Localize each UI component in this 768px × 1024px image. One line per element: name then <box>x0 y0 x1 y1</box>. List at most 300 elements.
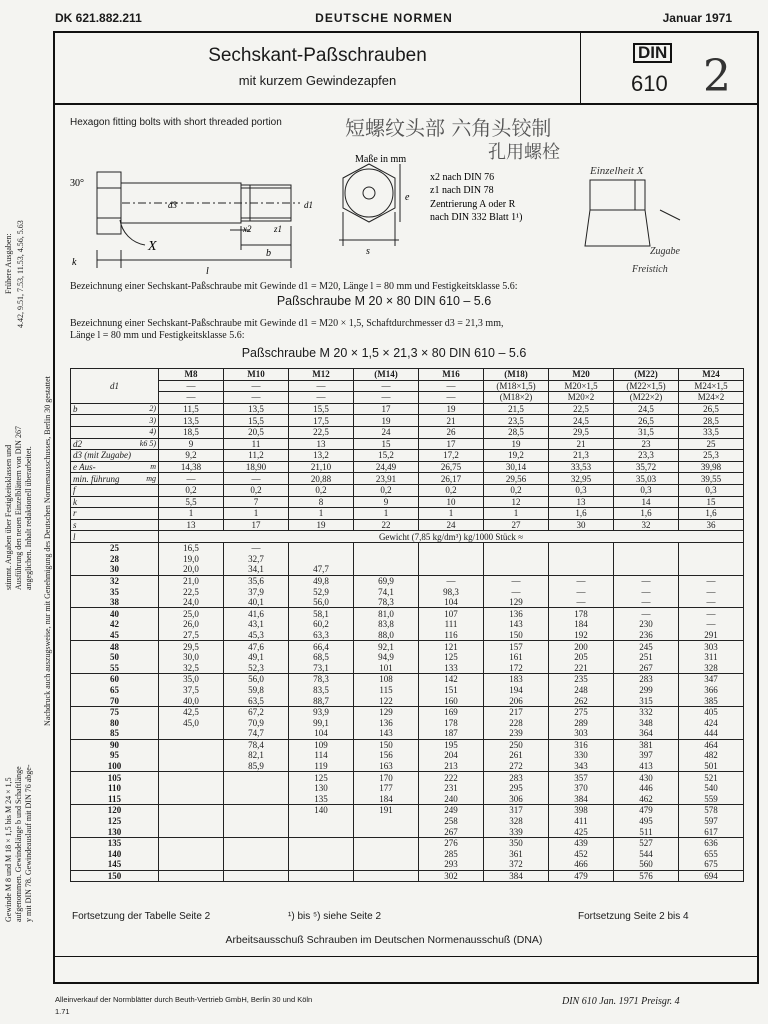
weight-cell: 178 <box>419 717 484 728</box>
handwritten-page-number: 2 <box>703 51 731 102</box>
weight-cell: 245 <box>614 641 679 652</box>
weight-cell <box>354 859 419 870</box>
weight-cell: 357 <box>549 772 614 783</box>
weight-cell: 187 <box>419 728 484 739</box>
row-label <box>71 438 159 450</box>
date-code: 1.71 <box>55 1007 70 1016</box>
weight-cell: 20,0 <box>159 564 224 575</box>
weight-cell: 544 <box>614 849 679 860</box>
table-cell: 1 <box>419 508 484 520</box>
weight-cell: 116 <box>419 630 484 641</box>
table-row <box>71 519 744 531</box>
table-cell: 1 <box>159 508 224 520</box>
table-row <box>71 554 744 565</box>
table-cell: 23,3 <box>614 450 679 462</box>
weight-cell: 366 <box>679 685 744 696</box>
weight-cell <box>224 826 289 837</box>
table-row <box>71 619 744 630</box>
weight-cell: 444 <box>679 728 744 739</box>
length-value: 120 <box>71 805 159 816</box>
weight-cell: 213 <box>419 761 484 772</box>
table-cell: 26,5 <box>614 415 679 427</box>
gewicht-header: Gewicht (7,85 kg/dm³) kg/1000 Stück ≈ <box>159 531 744 543</box>
row-label-text: d3 (mit Zugabe) <box>73 450 131 461</box>
side-nachdruck: Nachdruck auch auszugsweise, nur mit Genehmigung des Deutschen Normenausschusses, Berlin 30 gestattet <box>43 376 52 726</box>
weight-cell: 315 <box>614 695 679 706</box>
weight-cell: 192 <box>549 630 614 641</box>
table-row <box>71 608 744 619</box>
weight-cell: 32,7 <box>224 554 289 565</box>
arbeitsausschuss: Arbeitsausschuß Schrauben im Deutschen Normenausschuß (DNA) <box>225 934 543 946</box>
weight-cell: 161 <box>484 652 549 663</box>
table-cell: 24,5 <box>549 415 614 427</box>
weight-cell <box>289 542 354 553</box>
table-cell: 21 <box>419 415 484 427</box>
table-cell: 15 <box>679 496 744 508</box>
weight-cell: 343 <box>549 761 614 772</box>
table-cell: 33,53 <box>549 461 614 473</box>
bezeichnung-2: Bezeichnung einer Sechskant-Paßschraube mit Gewinde d1 = M20 × 1,5, Schaftdurchmesser d3 = 21,3 mm, <box>70 318 504 329</box>
weight-cell: 578 <box>679 805 744 816</box>
weight-cell: 99,1 <box>289 717 354 728</box>
table-cell: 1 <box>484 508 549 520</box>
weight-cell: 133 <box>419 662 484 673</box>
weight-cell: 136 <box>484 608 549 619</box>
weight-cell: 285 <box>419 849 484 860</box>
weight-cell: 381 <box>614 739 679 750</box>
row-label <box>71 496 159 508</box>
weight-cell: 191 <box>354 805 419 816</box>
weight-cell: 114 <box>289 750 354 761</box>
weight-cell <box>159 739 224 750</box>
weight-cell <box>484 564 549 575</box>
row-label <box>71 508 159 520</box>
note-z1: z1 nach DIN 78 <box>430 185 494 196</box>
row-label-text: min. führung <box>73 473 120 484</box>
weight-cell: 142 <box>419 674 484 685</box>
weight-cell: 236 <box>614 630 679 641</box>
weight-cell: 479 <box>614 805 679 816</box>
english-title: Hexagon fitting bolts with short threaded portion <box>70 117 282 128</box>
weight-cell <box>289 826 354 837</box>
note-x2: x2 nach DIN 76 <box>430 172 495 183</box>
weight-cell: 172 <box>484 662 549 673</box>
bezeichnung-3: Länge l = 80 mm und Festigkeitsklasse 5.6: <box>70 330 245 341</box>
angle-label: 30° <box>70 178 84 189</box>
weight-cell: 560 <box>614 859 679 870</box>
weight-cell: 40,0 <box>159 695 224 706</box>
weight-cell <box>159 805 224 816</box>
weight-cell: 160 <box>419 695 484 706</box>
table-cell: 33,5 <box>679 426 744 438</box>
weight-cell: 248 <box>549 685 614 696</box>
weight-cell: — <box>679 597 744 608</box>
length-value: 70 <box>71 695 159 706</box>
weight-cell <box>159 826 224 837</box>
weight-cell: 299 <box>614 685 679 696</box>
weight-cell: 69,9 <box>354 575 419 586</box>
table-cell: 21,10 <box>289 461 354 473</box>
weight-cell: 540 <box>679 783 744 794</box>
weight-cell <box>289 816 354 827</box>
table-cell: 26 <box>419 426 484 438</box>
weight-cell: 194 <box>484 685 549 696</box>
dim-d1: d1 <box>304 200 313 210</box>
weight-cell: 104 <box>419 597 484 608</box>
table-cell: 11 <box>224 438 289 450</box>
weight-cell: 361 <box>484 849 549 860</box>
table-cell: 5,5 <box>159 496 224 508</box>
table-cell: 13,5 <box>159 415 224 427</box>
weight-cell <box>419 542 484 553</box>
weight-cell: 293 <box>419 859 484 870</box>
table-cell: 22 <box>354 519 419 531</box>
length-value: 40 <box>71 608 159 619</box>
table-cell: — <box>224 380 289 392</box>
table-row <box>71 805 744 816</box>
weight-cell: 35,0 <box>159 674 224 685</box>
weight-cell: 466 <box>549 859 614 870</box>
weight-cell: 249 <box>419 805 484 816</box>
table-row <box>71 564 744 575</box>
table-cell: — <box>224 473 289 485</box>
weight-cell: 52,3 <box>224 662 289 673</box>
weight-cell: 240 <box>419 794 484 805</box>
weight-cell <box>159 772 224 783</box>
weight-cell: 83,8 <box>354 619 419 630</box>
weight-cell: 559 <box>679 794 744 805</box>
table-cell: 21,3 <box>549 450 614 462</box>
footer-empty-band <box>55 956 757 985</box>
weight-cell: 56,0 <box>224 674 289 685</box>
table-row <box>71 438 744 450</box>
weight-cell <box>354 837 419 848</box>
weight-cell <box>159 761 224 772</box>
weight-cell: 177 <box>354 783 419 794</box>
weight-cell: 397 <box>614 750 679 761</box>
handwritten-note-1: 短螺纹头部 六角头铰制 <box>345 116 552 140</box>
table-cell: 25 <box>679 438 744 450</box>
row-label-text: d2 <box>73 438 82 449</box>
dim-z1: z1 <box>274 224 283 234</box>
weight-cell: 446 <box>614 783 679 794</box>
side-frueher-values: 4.42, 9.51, 7.53, 11.53, 4.56, 5.63 <box>16 220 25 328</box>
weight-cell: 78,4 <box>224 739 289 750</box>
weight-cell: 115 <box>354 685 419 696</box>
weight-cell: 328 <box>679 662 744 673</box>
weight-cell: 136 <box>354 717 419 728</box>
row-label-sub: 3) <box>149 415 156 425</box>
weight-cell: 41,6 <box>224 608 289 619</box>
weight-cell: 258 <box>419 816 484 827</box>
dim-b: b <box>266 248 271 259</box>
weight-cell <box>224 816 289 827</box>
weight-cell: 576 <box>614 870 679 882</box>
weight-cell: 262 <box>549 695 614 706</box>
weight-cell: — <box>679 586 744 597</box>
weight-cell: 85,9 <box>224 761 289 772</box>
table-cell: 22,5 <box>289 426 354 438</box>
weight-cell: 157 <box>484 641 549 652</box>
weight-cell: 424 <box>679 717 744 728</box>
weight-cell: 63,5 <box>224 695 289 706</box>
weight-cell: 21,0 <box>159 575 224 586</box>
weight-cell: 184 <box>549 619 614 630</box>
table-row <box>71 461 744 473</box>
dim-x2: x2 <box>243 224 252 234</box>
side-gewinde-2: aufgenommen. Gewindelänge b und Schaftlänge <box>14 766 23 922</box>
fussnote-hinweis: ¹) bis ⁵) siehe Seite 2 <box>288 911 382 922</box>
weight-cell <box>224 783 289 794</box>
table-cell: 1 <box>224 508 289 520</box>
weight-cell: 272 <box>484 761 549 772</box>
length-value: 45 <box>71 630 159 641</box>
weight-cell <box>289 837 354 848</box>
weight-cell: 462 <box>614 794 679 805</box>
weight-cell <box>159 859 224 870</box>
zugabe-label: Zugabe <box>650 246 680 257</box>
table-cell: M24×1,5 <box>679 380 744 392</box>
title-divider <box>580 33 581 103</box>
length-value: 35 <box>71 586 159 597</box>
table-cell: 15,2 <box>354 450 419 462</box>
weight-cell: 303 <box>679 641 744 652</box>
table-row <box>71 496 744 508</box>
weight-cell: 125 <box>289 772 354 783</box>
table-cell: 30,14 <box>484 461 549 473</box>
table-cell: 0,3 <box>549 484 614 496</box>
row-label-text: e Aus- <box>73 462 96 473</box>
weight-cell: 385 <box>679 695 744 706</box>
weight-cell: 405 <box>679 706 744 717</box>
bezeichnung-2-example: Paßschraube M 20 × 1,5 × 21,3 × 80 DIN 610 – 5.6 <box>241 346 527 360</box>
weight-cell: 479 <box>549 870 614 882</box>
table-cell: M24×2 <box>679 392 744 404</box>
table-cell: 36 <box>679 519 744 531</box>
weight-cell: 30,0 <box>159 652 224 663</box>
din-logo: DIN <box>633 43 672 63</box>
weight-cell: 119 <box>289 761 354 772</box>
weight-cell <box>159 837 224 848</box>
weight-cell <box>224 805 289 816</box>
weight-cell <box>679 564 744 575</box>
table-row <box>71 685 744 696</box>
weight-cell: 88,0 <box>354 630 419 641</box>
length-value: 30 <box>71 564 159 575</box>
table-cell: 1 <box>289 508 354 520</box>
weight-cell: 655 <box>679 849 744 860</box>
weight-cell: 178 <box>549 608 614 619</box>
weight-cell: 339 <box>484 826 549 837</box>
weight-cell: 347 <box>679 674 744 685</box>
length-value: 90 <box>71 739 159 750</box>
table-row <box>71 403 744 415</box>
table-cell: 20,88 <box>289 473 354 485</box>
weight-cell: 439 <box>549 837 614 848</box>
length-value: 50 <box>71 652 159 663</box>
weight-cell <box>224 849 289 860</box>
table-row <box>71 794 744 805</box>
row-label-sub: 2) <box>149 404 156 414</box>
weight-cell <box>614 554 679 565</box>
weight-cell: 303 <box>549 728 614 739</box>
weight-cell: 45,3 <box>224 630 289 641</box>
weight-cell: 169 <box>419 706 484 717</box>
weight-cell: 58,1 <box>289 608 354 619</box>
weight-cell: 694 <box>679 870 744 882</box>
length-value: 145 <box>71 859 159 870</box>
weight-cell: 511 <box>614 826 679 837</box>
size-header: M8 <box>159 369 224 381</box>
length-value: 28 <box>71 554 159 565</box>
weight-cell <box>354 849 419 860</box>
weight-cell: 317 <box>484 805 549 816</box>
weight-cell: — <box>549 575 614 586</box>
weight-cell: 45,0 <box>159 717 224 728</box>
weight-cell: 170 <box>354 772 419 783</box>
table-cell: 13,5 <box>224 403 289 415</box>
weight-cell <box>289 859 354 870</box>
din-number: 610 <box>631 71 668 96</box>
length-value: 32 <box>71 575 159 586</box>
weight-cell <box>354 564 419 575</box>
weight-cell: 135 <box>289 794 354 805</box>
table-cell: 24,5 <box>614 403 679 415</box>
table-row <box>71 369 744 381</box>
table-row <box>71 652 744 663</box>
length-value: 85 <box>71 728 159 739</box>
bolt-drawing <box>60 150 710 280</box>
dim-l: l <box>206 266 209 277</box>
weight-cell <box>289 554 354 565</box>
weight-cell: 49,1 <box>224 652 289 663</box>
weight-cell <box>419 554 484 565</box>
weight-cell: 195 <box>419 739 484 750</box>
weight-cell: 109 <box>289 739 354 750</box>
weight-cell: 205 <box>549 652 614 663</box>
table-row <box>71 739 744 750</box>
table-cell: 11,2 <box>224 450 289 462</box>
weight-cell: 37,9 <box>224 586 289 597</box>
table-cell: 0,3 <box>679 484 744 496</box>
row-label <box>71 484 159 496</box>
side-aenderung-2: Ausführung den neuen Einzelblättern von DIN 267 <box>14 426 23 590</box>
table-row <box>71 450 744 462</box>
weight-cell <box>679 542 744 553</box>
weight-cell: 156 <box>354 750 419 761</box>
weight-cell: 291 <box>679 630 744 641</box>
weight-cell: 81,0 <box>354 608 419 619</box>
table-cell: 9,2 <box>159 450 224 462</box>
table-cell: 17,2 <box>419 450 484 462</box>
table-row <box>71 426 744 438</box>
weight-cell <box>224 794 289 805</box>
table-row <box>71 392 744 404</box>
length-value: 115 <box>71 794 159 805</box>
weight-cell: 82,1 <box>224 750 289 761</box>
weight-cell: 37,5 <box>159 685 224 696</box>
weight-cell: 206 <box>484 695 549 706</box>
weight-cell: 22,5 <box>159 586 224 597</box>
table-cell: 0,2 <box>289 484 354 496</box>
row-label <box>71 426 159 438</box>
weight-cell: 94,9 <box>354 652 419 663</box>
table-cell: 0,2 <box>224 484 289 496</box>
weight-cell: 306 <box>484 794 549 805</box>
length-value: 150 <box>71 870 159 882</box>
table-cell: 24 <box>354 426 419 438</box>
weight-cell <box>289 870 354 882</box>
weight-cell <box>419 564 484 575</box>
weight-cell: 111 <box>419 619 484 630</box>
table-cell: 19 <box>289 519 354 531</box>
table-cell: 19 <box>354 415 419 427</box>
weight-cell: 332 <box>614 706 679 717</box>
weight-cell: 151 <box>419 685 484 696</box>
row-label <box>71 450 159 462</box>
weight-cell: 295 <box>484 783 549 794</box>
size-header: (M14) <box>354 369 419 381</box>
table-row <box>71 630 744 641</box>
weight-cell: 235 <box>549 674 614 685</box>
weight-cell: — <box>614 575 679 586</box>
weight-cell: 239 <box>484 728 549 739</box>
table-row <box>71 508 744 520</box>
table-cell: — <box>159 392 224 404</box>
side-aenderung-3: angeglichen. Inhalt redaktionell überarbeitet. <box>24 446 33 590</box>
length-value: 25 <box>71 542 159 553</box>
table-cell: 35,03 <box>614 473 679 485</box>
weight-cell: 452 <box>549 849 614 860</box>
weight-cell: 221 <box>549 662 614 673</box>
weight-cell <box>354 870 419 882</box>
table-row <box>71 772 744 783</box>
weight-cell: 26,0 <box>159 619 224 630</box>
table-cell: — <box>224 392 289 404</box>
weight-cell: 482 <box>679 750 744 761</box>
length-value: 140 <box>71 849 159 860</box>
weight-cell: 24,0 <box>159 597 224 608</box>
weight-cell: 597 <box>679 816 744 827</box>
note-zentrierung: Zentrierung A oder R <box>430 199 516 210</box>
weight-cell: — <box>679 575 744 586</box>
bezeichnung-1-example: Paßschraube M 20 × 80 DIN 610 – 5.6 <box>276 294 492 308</box>
weight-cell: 163 <box>354 761 419 772</box>
length-value: 48 <box>71 641 159 652</box>
weight-cell: 222 <box>419 772 484 783</box>
row-label-d1: d1 <box>71 369 159 404</box>
weight-cell: 267 <box>419 826 484 837</box>
weight-cell <box>354 542 419 553</box>
weight-cell: 60,2 <box>289 619 354 630</box>
weight-cell: 88,7 <box>289 695 354 706</box>
table-cell: 1,6 <box>549 508 614 520</box>
table-cell: 20,5 <box>224 426 289 438</box>
length-value: 100 <box>71 761 159 772</box>
weight-cell <box>679 554 744 565</box>
row-label-text: f <box>73 485 76 496</box>
table-cell: 9 <box>354 496 419 508</box>
weight-cell: 92,1 <box>354 641 419 652</box>
table-row <box>71 706 744 717</box>
weight-cell <box>224 837 289 848</box>
length-value: 65 <box>71 685 159 696</box>
row-label <box>71 461 159 473</box>
weight-cell: 98,3 <box>419 586 484 597</box>
table-row <box>71 728 744 739</box>
table-cell: — <box>354 380 419 392</box>
weight-cell: — <box>549 586 614 597</box>
